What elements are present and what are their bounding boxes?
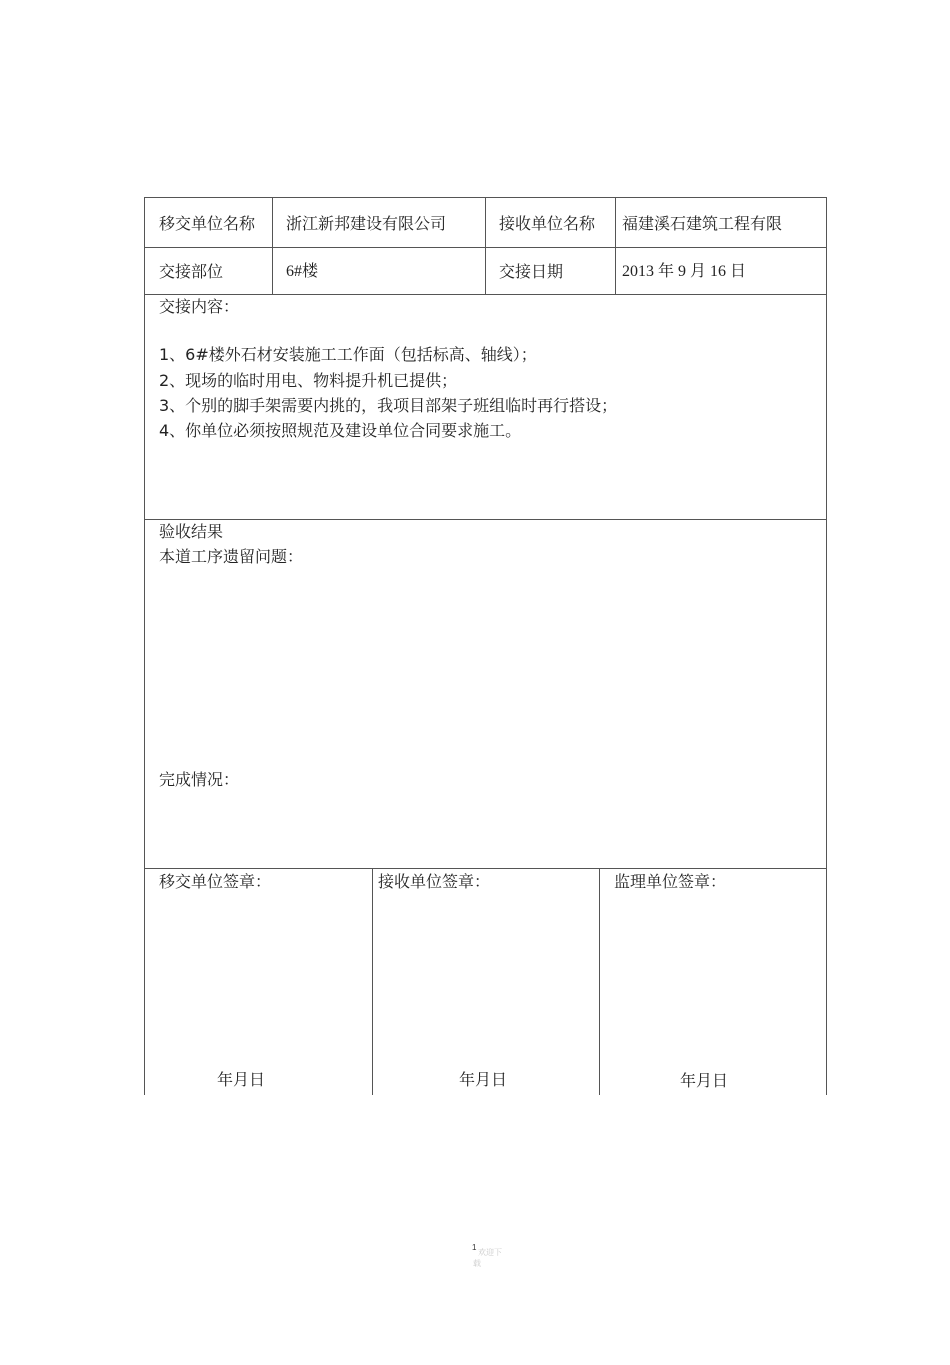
signature-col-divider-2 [599, 868, 600, 1095]
handover-item: 3、个别的脚手架需要内挑的，我项目部架子班组临时再行搭设； [159, 396, 618, 415]
handover-item: 4、你单位必须按照规范及建设单位合同要求施工。 [159, 421, 522, 440]
transfer-unit-value: 浙江新邦建设有限公司 [286, 214, 447, 233]
table-border-right [826, 197, 827, 1095]
receive-signature-label: 接收单位签章： [378, 872, 491, 891]
header-col-divider-2 [485, 197, 486, 294]
page-number: 1 [472, 1243, 477, 1252]
row-divider-4 [144, 868, 826, 869]
handover-item: 1、6#楼外石材安装施工工作面（包括标高、轴线）； [159, 345, 537, 364]
transfer-signature-date: 年月日 [217, 1070, 266, 1089]
completion-label: 完成情况： [159, 770, 240, 789]
date-label: 交接日期 [499, 262, 564, 281]
supervision-signature-label: 监理单位签章： [614, 872, 727, 891]
receive-signature-date: 年月日 [459, 1070, 508, 1089]
transfer-signature-label: 移交单位签章： [159, 872, 272, 891]
header-col-divider-1 [272, 197, 273, 294]
acceptance-heading: 验收结果 [159, 522, 224, 541]
table-border-left [144, 197, 145, 1095]
supervision-signature-date: 年月日 [680, 1071, 729, 1090]
handover-item: 2、现场的临时用电、物料提升机已提供； [159, 371, 458, 390]
signature-col-divider-1 [372, 868, 373, 1095]
receive-unit-label: 接收单位名称 [499, 214, 596, 233]
transfer-unit-label: 移交单位名称 [159, 214, 256, 233]
date-value: 2013 年 9 月 16 日 [622, 263, 747, 280]
handover-form [144, 197, 826, 1095]
remaining-issues-label: 本道工序遗留问题： [159, 547, 304, 566]
watermark-line-1: 欢迎下 [478, 1248, 502, 1257]
receive-unit-value: 福建溪石建筑工程有限 [622, 214, 783, 233]
row-divider-2 [144, 294, 826, 295]
location-label: 交接部位 [159, 262, 224, 281]
location-value: 6#楼 [286, 263, 319, 280]
watermark-line-2: 载 [473, 1259, 481, 1268]
row-divider-3 [144, 519, 826, 520]
handover-heading: 交接内容： [159, 297, 240, 316]
header-col-divider-3 [615, 197, 616, 294]
